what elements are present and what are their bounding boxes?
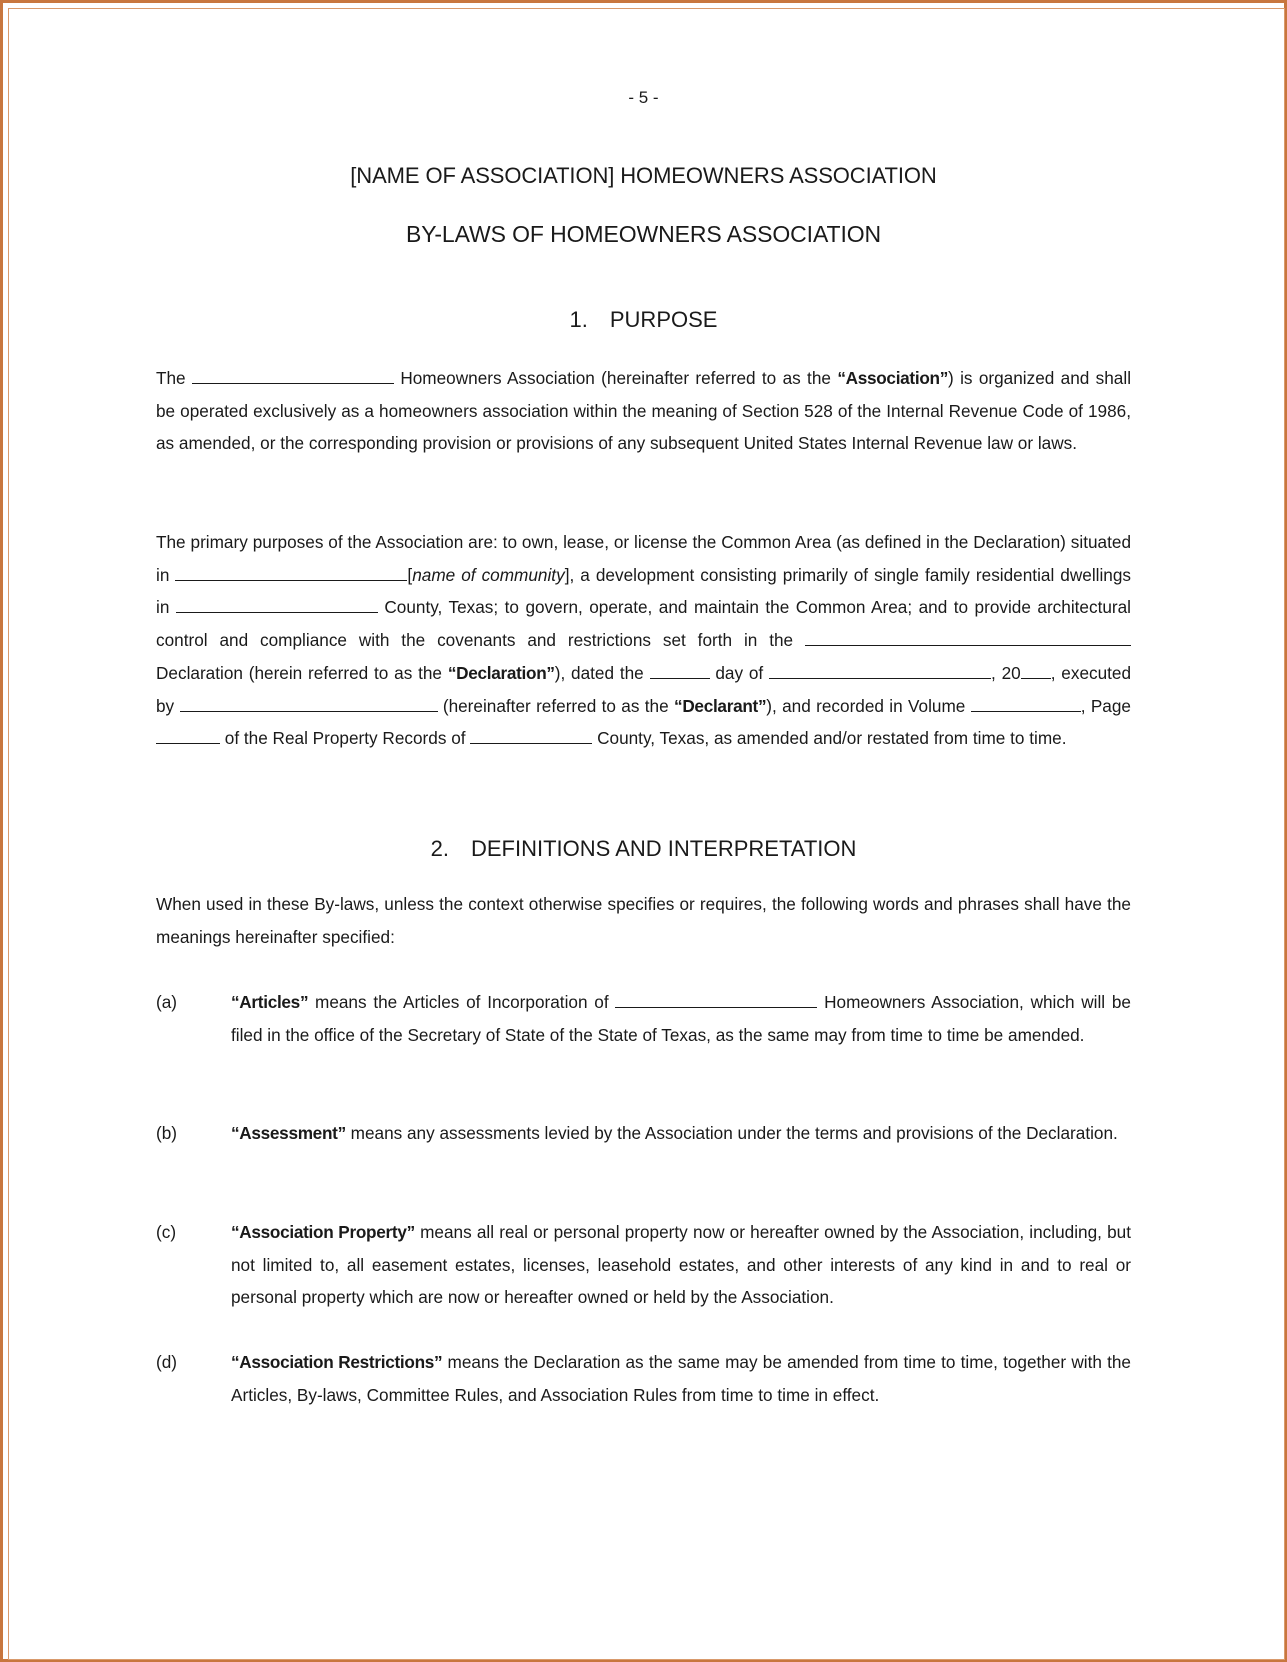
section-2-number: 2. (430, 836, 449, 861)
definition-label: (c) (156, 1222, 177, 1242)
text: The primary purposes of the Association are: to own, lease, or license the Common Area (as defined in the Declaration) situated in (156, 532, 1131, 585)
text: County, Texas, as amended and/or restated from time to time. (597, 728, 1067, 749)
text: Declaration (herein referred to as the (156, 662, 442, 683)
definition-body (231, 1216, 1131, 1314)
defined-term: “Assessment” (231, 1123, 346, 1143)
blank-line (1021, 662, 1051, 679)
definition-body (231, 1117, 1131, 1150)
defined-term: “Association Restrictions” (231, 1352, 443, 1372)
text: means the Declaration as the same may be amended from time to time, together with the Articles, By-laws, Committee Rules, and Association Rules from time to time in effect. (231, 1352, 1131, 1405)
defined-term: “Association” (837, 368, 949, 388)
section-1-heading (156, 307, 1131, 333)
purpose-paragraph-2 (156, 526, 1131, 755)
defined-term: “Declaration” (447, 662, 555, 683)
text: , 20 (991, 662, 1021, 683)
blank-line (769, 662, 991, 679)
blank-line (971, 695, 1081, 712)
defined-term: “Association Property” (231, 1222, 415, 1242)
section-1-number: 1. (569, 307, 588, 332)
definition-label: (d) (156, 1352, 178, 1372)
purpose-paragraph-1 (156, 362, 1131, 460)
section-1-title: PURPOSE (609, 307, 718, 332)
text: ), dated the (554, 662, 644, 683)
text: The (156, 368, 186, 388)
page-frame-inner (8, 8, 1285, 1660)
page-number: - 5 - (628, 88, 659, 107)
document-title: [NAME OF ASSOCIATION] HOMEOWNERS ASSOCIATION (350, 163, 937, 188)
definition-label: (a) (156, 992, 178, 1012)
document-subtitle: BY-LAWS OF HOMEOWNERS ASSOCIATION (405, 221, 882, 247)
blank-line (175, 564, 407, 581)
blank-line (470, 727, 592, 744)
text: , a development consisting primarily of single family residential dwellings in (156, 564, 1131, 618)
text: County, Texas; to govern, operate, and maintain the Common Area; and to provide architectural control and compliance with the covenants and restrictions set forth in the (156, 597, 1132, 651)
blank-line (650, 662, 710, 679)
blank-line (176, 596, 378, 613)
blank-line (192, 367, 394, 384)
text: means any assessments levied by the Association under the terms and provisions of the Declaration. (350, 1123, 1118, 1143)
text: ), and recorded in Volume (766, 695, 966, 716)
text: Homeowners Association, which will be filed in the office of the Secretary of State of the State of Texas, as the same may from time to time be amended. (231, 992, 1131, 1045)
text: , executed by (156, 662, 1132, 716)
text: day of (715, 662, 764, 683)
text: (hereinafter referred to as the (442, 695, 669, 716)
blank-line (615, 991, 817, 1008)
text: Homeowners Association (hereinafter referred to as the (400, 368, 831, 388)
section-2-heading (156, 836, 1131, 862)
text: of the Real Property Records of (224, 728, 466, 749)
blank-line (180, 695, 438, 712)
text: ] (564, 564, 570, 585)
text: [ (407, 564, 413, 585)
text: means the Articles of Incorporation of (315, 992, 609, 1012)
definition-body (231, 1346, 1131, 1411)
text: means all real or personal property now or hereafter owned by the Association, including, but not limited to, all easement estates, licenses, leasehold estates, and other interests of any kind in and to real or personal property which are now or hereafter owned or held by the Association. (231, 1222, 1132, 1308)
definitions-intro: When used in these By-laws, unless the context otherwise specifies or requires, the following words and phrases shall have the meanings hereinafter specified: (156, 894, 1131, 947)
blank-line (805, 629, 1131, 646)
section-2-title: DEFINITIONS AND INTERPRETATION (470, 836, 857, 861)
text: ) is organized and shall be operated exclusively as a homeowners association within the meaning of Section 528 of the Internal Revenue Code of 1986, as amended, or the corresponding provision or provisions of any subsequent United States Internal Revenue law or laws. (156, 368, 1132, 454)
placeholder-text: name of community (412, 564, 565, 585)
definition-body (231, 986, 1131, 1051)
defined-term: “Declarant” (674, 695, 767, 716)
definition-label: (b) (156, 1123, 178, 1143)
text: , Page (1080, 695, 1131, 716)
defined-term: “Articles” (231, 992, 309, 1012)
blank-line (156, 727, 220, 744)
